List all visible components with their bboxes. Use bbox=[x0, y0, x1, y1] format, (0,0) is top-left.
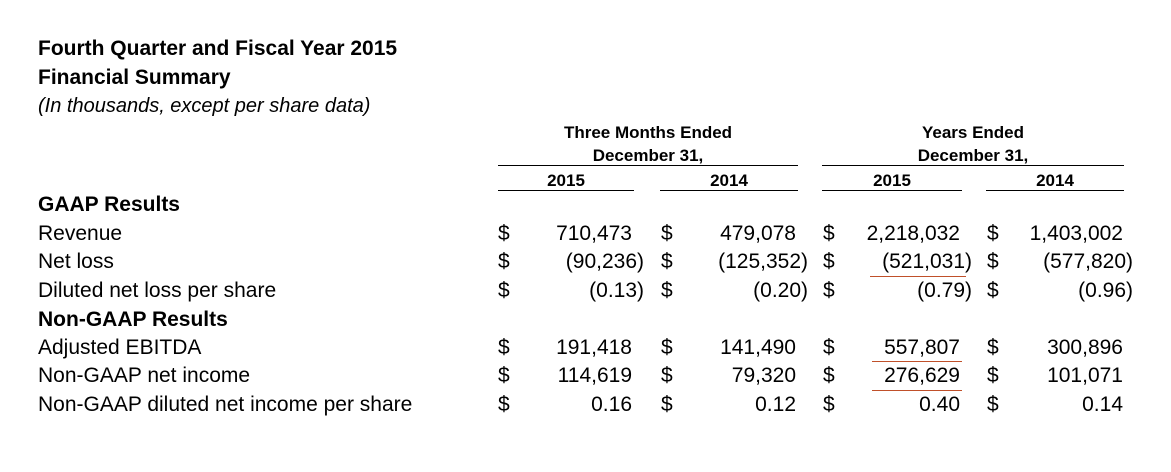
cell-value: 79,320 bbox=[731, 364, 796, 387]
header-years-line2: December 31, bbox=[917, 146, 1029, 165]
cell-value: 0.16 bbox=[591, 393, 632, 416]
table-row bbox=[0, 362, 1171, 390]
header-three-months-line1: Three Months Ended bbox=[563, 123, 733, 142]
header-years-line1: Years Ended bbox=[921, 123, 1025, 142]
currency-symbol: $ bbox=[987, 336, 999, 359]
year-rule-q-2015 bbox=[498, 190, 634, 191]
currency-symbol: $ bbox=[661, 250, 673, 273]
year-rule-q-2014 bbox=[660, 190, 798, 191]
table-row bbox=[0, 391, 1171, 419]
cell-value: (0.20) bbox=[753, 279, 808, 302]
row-label: Diluted net loss per share bbox=[38, 279, 277, 302]
table-row bbox=[0, 277, 1171, 305]
currency-symbol: $ bbox=[987, 393, 999, 416]
section-title-non-gaap: Non-GAAP Results bbox=[38, 308, 228, 331]
report-subtitle-financial-summary: Financial Summary bbox=[38, 66, 231, 89]
currency-symbol: $ bbox=[823, 279, 835, 302]
cell-value: (577,820) bbox=[1043, 250, 1133, 273]
cell-value: (0.79) bbox=[917, 279, 972, 302]
currency-symbol: $ bbox=[823, 222, 835, 245]
cell-value: (90,236) bbox=[565, 250, 644, 273]
cell-value: (0.96) bbox=[1078, 279, 1133, 302]
row-label: Revenue bbox=[38, 222, 123, 245]
header-three-months-rule bbox=[498, 165, 798, 166]
cell-value: 300,896 bbox=[1047, 336, 1123, 359]
currency-symbol: $ bbox=[661, 393, 673, 416]
table-row bbox=[0, 220, 1171, 248]
year-header-y-2015: 2015 bbox=[873, 171, 911, 190]
units-note: (In thousands, except per share data) bbox=[38, 95, 371, 117]
cell-value: 114,619 bbox=[557, 364, 632, 387]
cell-value: (125,352) bbox=[718, 250, 808, 273]
currency-symbol: $ bbox=[987, 364, 999, 387]
currency-symbol: $ bbox=[987, 250, 999, 273]
cell-value: 479,078 bbox=[720, 222, 796, 245]
row-label: Non-GAAP diluted net income per share bbox=[38, 393, 413, 416]
year-rule-y-2014 bbox=[986, 190, 1124, 191]
currency-symbol: $ bbox=[661, 279, 673, 302]
cell-value: 2,218,032 bbox=[866, 222, 960, 245]
cell-value: 276,629 bbox=[884, 364, 960, 387]
report-title: Fourth Quarter and Fiscal Year 2015 bbox=[38, 37, 398, 60]
currency-symbol: $ bbox=[498, 222, 510, 245]
table-row bbox=[0, 334, 1171, 362]
header-years-rule bbox=[822, 165, 1124, 166]
cell-value: 0.12 bbox=[755, 393, 796, 416]
year-header-q-2014: 2014 bbox=[710, 171, 748, 190]
currency-symbol: $ bbox=[823, 393, 835, 416]
header-three-months-line2: December 31, bbox=[592, 146, 704, 165]
cell-value: 557,807 bbox=[884, 336, 960, 359]
currency-symbol: $ bbox=[823, 250, 835, 273]
currency-symbol: $ bbox=[987, 222, 999, 245]
highlight-underline bbox=[870, 276, 966, 277]
currency-symbol: $ bbox=[498, 336, 510, 359]
currency-symbol: $ bbox=[498, 393, 510, 416]
row-label: Adjusted EBITDA bbox=[38, 336, 202, 359]
currency-symbol: $ bbox=[823, 336, 835, 359]
table-row bbox=[0, 248, 1171, 276]
currency-symbol: $ bbox=[498, 250, 510, 273]
cell-value: 1,403,002 bbox=[1029, 222, 1123, 245]
cell-value: (521,031) bbox=[882, 250, 972, 273]
section-title-gaap: GAAP Results bbox=[38, 193, 180, 216]
currency-symbol: $ bbox=[987, 279, 999, 302]
year-header-y-2014: 2014 bbox=[1036, 171, 1074, 190]
cell-value: 0.14 bbox=[1082, 393, 1123, 416]
cell-value: 710,473 bbox=[556, 222, 632, 245]
currency-symbol: $ bbox=[661, 364, 673, 387]
cell-value: 191,418 bbox=[556, 336, 632, 359]
currency-symbol: $ bbox=[661, 222, 673, 245]
currency-symbol: $ bbox=[823, 364, 835, 387]
cell-value: 141,490 bbox=[720, 336, 796, 359]
row-label: Net loss bbox=[38, 250, 114, 273]
cell-value: 0.40 bbox=[919, 393, 960, 416]
year-header-q-2015: 2015 bbox=[547, 171, 585, 190]
cell-value: 101,071 bbox=[1047, 364, 1123, 387]
row-label: Non-GAAP net income bbox=[38, 364, 251, 387]
currency-symbol: $ bbox=[498, 364, 510, 387]
cell-value: (0.13) bbox=[589, 279, 644, 302]
currency-symbol: $ bbox=[498, 279, 510, 302]
currency-symbol: $ bbox=[661, 336, 673, 359]
year-rule-y-2015 bbox=[822, 190, 962, 191]
